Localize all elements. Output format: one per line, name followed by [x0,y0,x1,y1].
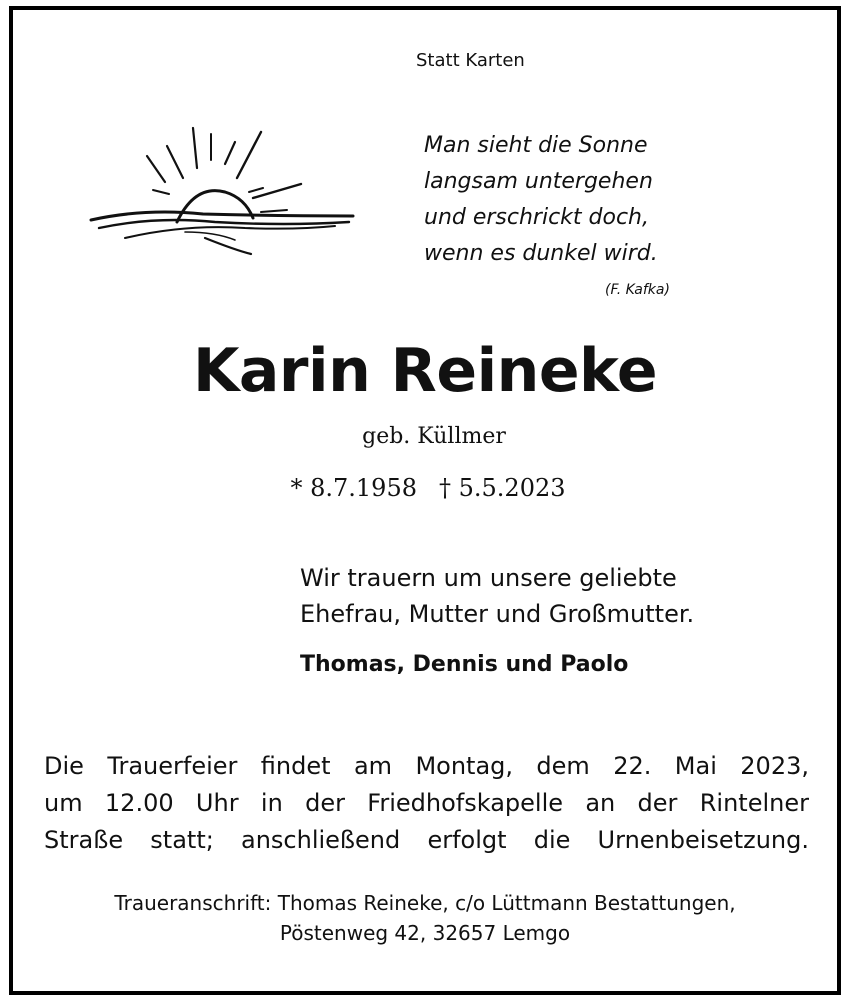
quote-line: Man sieht die Sonne [424,133,648,158]
address-line: Pöstenweg 42, 32657 Lemgo [279,921,571,945]
deceased-name: Karin Reineke [192,336,658,406]
mourning-line: Ehefrau, Mutter und Großmutter. [300,600,695,628]
statt-karten-label: Statt Karten [416,50,525,71]
ceremony-line: Die Trauerfeier findet am Montag, dem 22. Mai 2023, [44,752,809,780]
birth-name: geb. Küllmer [362,424,506,449]
life-dates [0,474,850,502]
ceremony-line: um 12.00 Uhr in der Friedhofskapelle an der Rintelner [44,789,809,817]
sunset-icon [85,120,360,260]
mourning-address [0,888,850,948]
quote-author: (F. Kafka) [605,282,670,298]
mourning-text [300,560,694,632]
ceremony-line: Straße statt; anschließend erfolgt die Urnenbeisetzung. [44,826,809,854]
quote-line: wenn es dunkel wird. [424,241,658,266]
death-date: † 5.5.2023 [439,474,566,502]
address-line: Traueranschrift: Thomas Reineke, c/o Lüttmann Bestattungen, [114,891,736,915]
family-signature: Thomas, Dennis und Paolo [300,652,629,677]
ceremony-text [44,748,809,859]
quote-line: und erschrickt doch, [424,205,649,230]
quote [424,128,658,272]
mourning-line: Wir trauern um unsere geliebte [300,564,677,592]
quote-line: langsam untergehen [424,169,653,194]
birth-date: * 8.7.1958 [290,474,417,502]
